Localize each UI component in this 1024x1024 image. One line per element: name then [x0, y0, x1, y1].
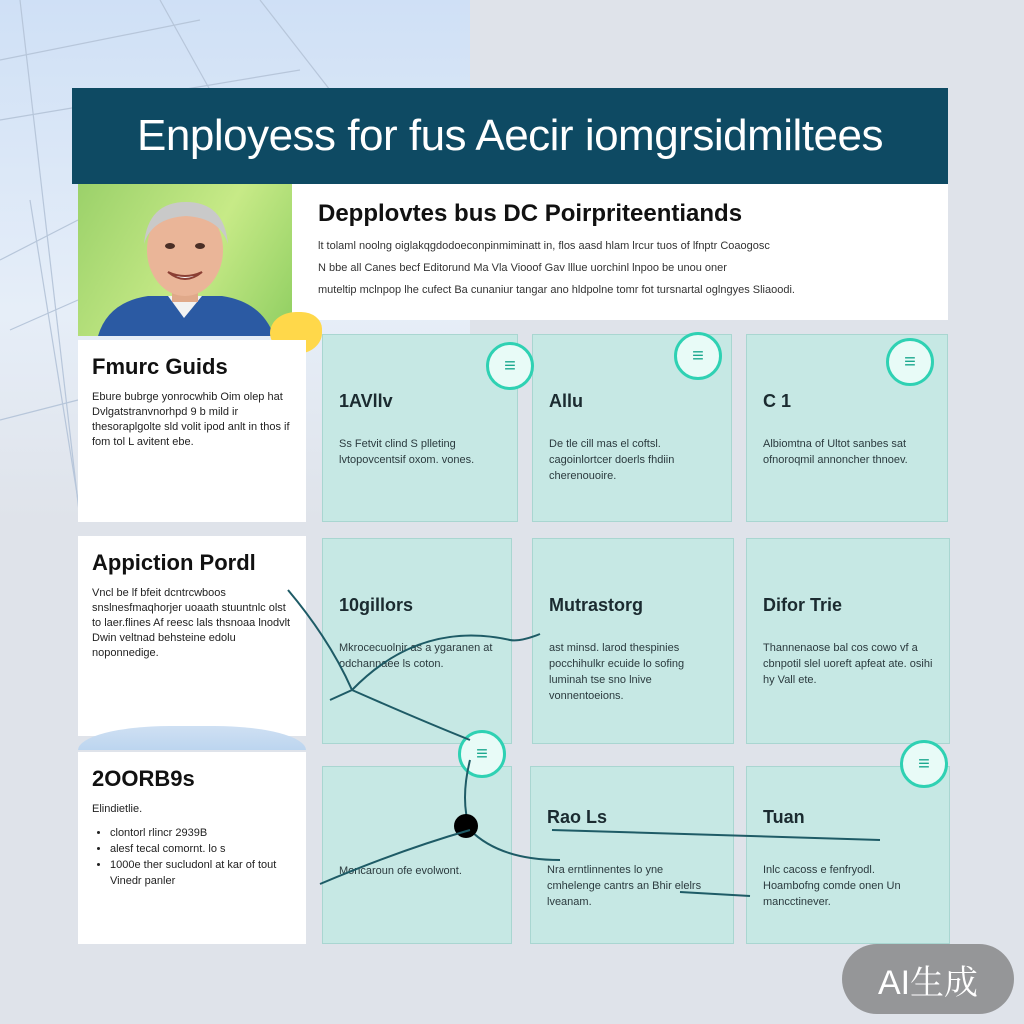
stats-item: • 1000e ther sucludonl at kar of tout Vinedr panler — [110, 857, 292, 889]
tile-text: Nra erntlinnentes lo yne cmhelenge cantrs an Bhir elelrs lveanam. — [547, 864, 702, 908]
stats-item: • alesf tecal comornt. lo s — [110, 841, 292, 857]
tile-title — [339, 807, 495, 829]
tile-4[interactable] — [322, 538, 512, 744]
tile-text: Mkrocecuolnir as a ygaranen at odchannaee ls coton. — [339, 642, 493, 670]
stats-list — [92, 825, 292, 889]
ai-generated-watermark — [842, 944, 1014, 1014]
watermark-text: AI生成 — [877, 963, 979, 1002]
stats-item: • clontorl rlincr 2939B — [110, 825, 292, 841]
tile-title: C 1 — [763, 391, 792, 411]
intro-heading: Depplovtes bus DC Poirpriteentiands — [318, 200, 743, 227]
tile-9[interactable] — [746, 766, 950, 944]
tile-text: Moncaroun ofe evolwont. — [339, 865, 462, 877]
chat-badge-icon: ≡ — [486, 342, 534, 390]
intro-card — [292, 184, 948, 320]
tile-6[interactable] — [746, 538, 950, 744]
tile-text: ast minsd. larod thespinies pocchihulkr ecuide lo sofing luminah tse sno lnive vonnentoeions. — [549, 642, 685, 702]
page-title: Enployess for fus Aecir iomgrsidmiltees — [137, 111, 883, 160]
application-portal-title: Appiction Pordl — [92, 550, 256, 575]
tile-text: Ss Fetvit clind S plleting lvtopovcentsif oxom. vones. — [339, 438, 475, 466]
tile-title: Allu — [549, 391, 583, 411]
intro-line-2: N bbe all Canes becf Editorund Ma Vla Viooof Gav lllue uorchinl lnpoo be unou oner — [318, 262, 727, 274]
intro-line-3: muteltip mclnpop lhe cufect Ba cunaniur tangar ano hldpolne tomr fot tursnartal oglngyes Sliaoodi. — [318, 284, 795, 296]
chat-badge-icon: ≡ — [674, 332, 722, 380]
tile-text: Thannenaose bal cos cowo vf a cbnpotil slel uoreft apfeat ate. osihi hy Vall ete. — [763, 642, 933, 686]
future-guides-text: Ebure bubrge yonrocwhib Oim olep hat Dvlgatstranvnorhpd 9 b mild ir thesoraplgolte sld volit ipod anlt in thos if fom tol L avitent ebe. — [92, 391, 290, 448]
title-banner — [72, 88, 948, 184]
tile-text: De tle cill mas el coftsl. cagoinlortcer doerls fhdiin cherenouoire. — [549, 438, 675, 482]
tile-title: 1AVllv — [339, 391, 393, 411]
tile-text: Albiomtna of Ultot sanbes sat ofnoroqmil annoncher thnoev. — [763, 438, 908, 466]
future-guides-card — [78, 340, 306, 522]
application-portal-text: Vncl be lf bfeit dcntrcwboos snslnesfmaqhorjer uoaath stuuntnlc olst to laer.flines Af reesc lals thsnoaa lnodvlt Dwin veltnad behsteine edolu noponnedige. — [92, 587, 291, 659]
application-portal-card — [78, 536, 306, 736]
tile-title: Mutrastorg — [549, 595, 643, 615]
tile-title: Difor Trie — [763, 595, 843, 615]
chat-badge-icon: ≡ — [900, 740, 948, 788]
chat-badge-icon: ≡ — [458, 730, 506, 778]
intro-line-1: lt tolaml noolng oiglakqgdodoeconpinmiminatt in, flos aasd hlam lrcur tuos of lfnptr Coaogosc — [318, 240, 770, 252]
tile-text: Inlc cacoss e fenfryodl. Hoambofng comde onen Un mancctinever. — [763, 864, 901, 908]
stats-title: 2OORB9s — [92, 766, 195, 791]
tile-7[interactable] — [322, 766, 512, 944]
stats-card — [78, 752, 306, 944]
chat-badge-icon: ≡ — [886, 338, 934, 386]
portrait-photo — [78, 184, 292, 336]
tile-8[interactable] — [530, 766, 734, 944]
stats-subtitle: Elindietlie. — [92, 803, 143, 815]
tile-title: Rao Ls — [547, 807, 608, 827]
person-illustration — [78, 184, 292, 336]
tile-title: Tuan — [763, 807, 805, 827]
tile-title: 10gillors — [339, 595, 414, 615]
future-guides-title: Fmurc Guids — [92, 354, 228, 379]
tile-5[interactable] — [532, 538, 734, 744]
